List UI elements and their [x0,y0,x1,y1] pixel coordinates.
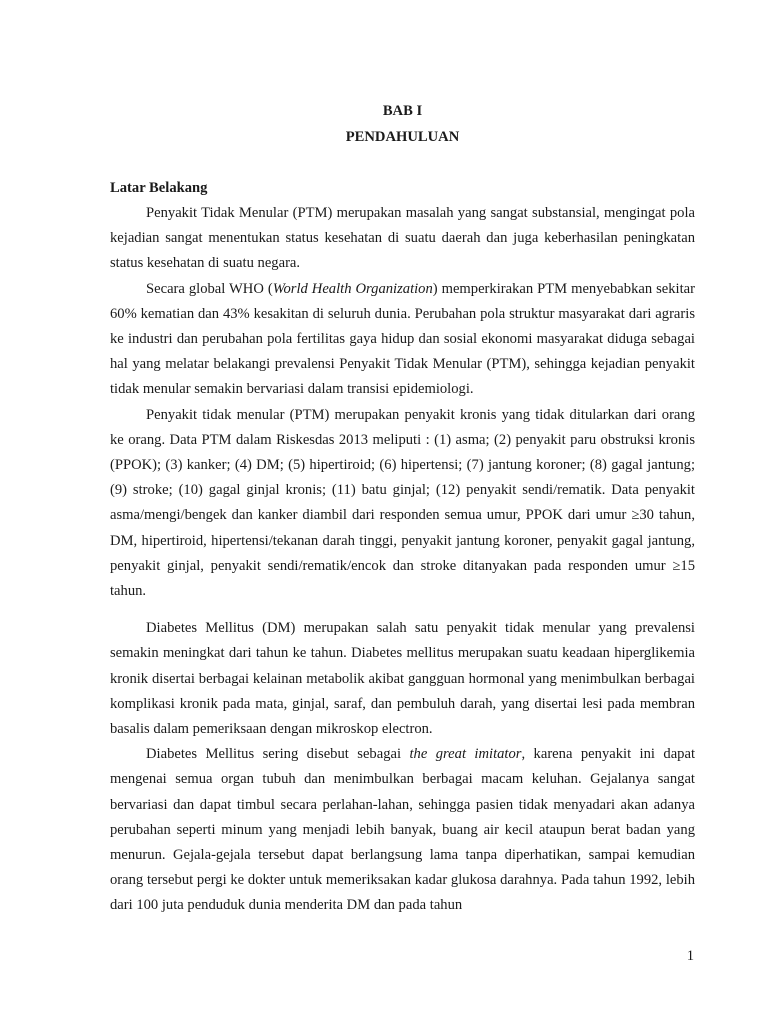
paragraph-5-emphasis: the great imitator [409,746,522,763]
chapter-title: PENDAHULUAN [345,129,460,145]
paragraph-2 [110,277,695,403]
paragraph-5 [110,742,695,918]
section-title: Latar Belakang [110,180,208,196]
page-number: 1 [686,948,694,964]
chapter-label: BAB I [382,103,423,119]
paragraph-2-before: Secara global WHO ( [146,280,273,297]
paragraph-3: Penyakit tidak menular (PTM) merupakan penyakit kronis yang tidak ditularkan dari orang ke orang. Data PTM dalam Riskesdas 2013 meliputi : (1) asma; (2) penyakit paru obstruksi kronis (PPOK); (3) kanker; (4) DM; (5) hipertiroid; (6) hipertensi; (7) jantung koroner; (8) gagal jantung; (9) stroke; (10) gagal ginjal kronis; (11) batu ginjal; (12) penyakit sendi/rematik. Data penyakit asma/mengi/bengek dan kanker diambil dari responden semua umur, PPOK dari umur ≥30 tahun, DM, hipertiroid, hipertensi/tekanan darah tinggi, penyakit jantung koroner, penyakit gagal jantung, penyakit ginjal, penyakit sendi/rematik/encok dan stroke ditanyakan pada responden umur ≥15 tahun. [110,406,695,600]
paragraph-4: Diabetes Mellitus (DM) merupakan salah satu penyakit tidak menular yang prevalensi semakin meningkat dari tahun ke tahun. Diabetes mellitus merupakan suatu keadaan hiperglikemia kronik disertai berbagai kelainan metabolik akibat gangguan hormonal yang menimbulkan berbagai komplikasi kronik pada mata, ginjal, saraf, dan pembuluh darah, yang disertai lesi pada membran basalis dalam pemeriksaan dengan mikroskop electron. [110,620,695,738]
paragraph-5-after: , karena penyakit ini dapat mengenai semua organ tubuh dan menimbulkan berbagai macam keluhan. Gejalanya sangat bervariasi dan dapat timbul secara perlahan-lahan, sehingga pasien tidak menyadari akan adanya perubahan seperti minum yang menjadi lebih banyak, buang air kecil ataupun berat badan yang menurun. Gejala-gejala tersebut dapat berlangsung lama tanpa diperhatikan, sampai kemudian orang tersebut pergi ke dokter untuk memeriksakan kadar glukosa darahnya. Pada tahun 1992, lebih dari 100 juta penduduk dunia menderita DM dan pada tahun [110,746,696,914]
paragraph-2-emphasis: World Health Organization [272,280,433,297]
paragraph-1: Penyakit Tidak Menular (PTM) merupakan masalah yang sangat substansial, mengingat pola kejadian sangat menentukan status kesehatan di suatu daerah dan juga keberhasilan peningkatan status kesehatan di suatu negara. [110,205,695,272]
paragraph-5-before: Diabetes Mellitus sering disebut sebagai [146,746,410,763]
paragraph-2-after: ) memperkirakan PTM menyebabkan sekitar 60% kematian dan 43% kesakitan di seluruh dunia. Perubahan pola struktur masyarakat dari agraris ke industri dan perubahan pola fertilitas gaya hidup dan sosial ekonomi masyarakat diduga sebagai hal yang melatar belakangi prevalensi Penyakit Tidak Menular (PTM), sehingga kejadian penyakit tidak menular semakin bervariasi dalam transisi epidemiologi. [110,280,695,398]
page-content [110,99,695,919]
